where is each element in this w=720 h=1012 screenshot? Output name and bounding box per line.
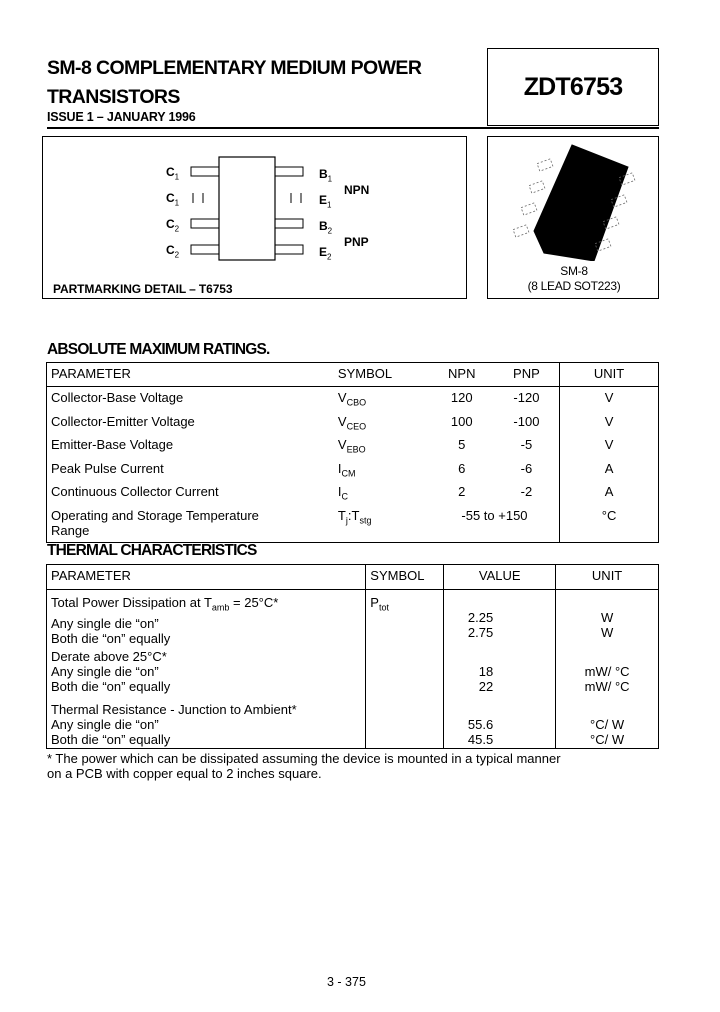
col-symbol: SYMBOL <box>366 565 444 590</box>
package-description: (8 LEAD SOT223) <box>527 279 621 293</box>
table-row <box>47 411 659 435</box>
pin-left-4: $C_2$ <box>166 243 180 260</box>
parameter-line: Any single die “on” <box>51 615 159 631</box>
unit-cell: A <box>560 458 659 482</box>
unit-cell: °C <box>560 505 659 543</box>
range-cell: -55 to +150 <box>461 507 528 523</box>
unit-cell: V <box>560 434 659 458</box>
table-header-row <box>47 363 659 387</box>
value-line: 55.6 <box>467 716 494 732</box>
title-line-2: TRANSISTORS <box>47 86 180 108</box>
value-line: 45.5 <box>467 731 494 747</box>
pin-left-1: $C_1$ <box>166 165 180 182</box>
part-number-box <box>487 48 659 126</box>
package-name: SM-8 <box>560 264 588 278</box>
parameter-title: Total Power Dissipation at $T_{amb} = 25^\circ C*$ <box>51 595 279 613</box>
value-line: 22 <box>478 678 494 694</box>
parameter-cell <box>47 646 366 699</box>
col-parameter: PARAMETER <box>47 565 366 590</box>
unit-cell <box>556 699 659 749</box>
symbol-cell: $P_{tot}$ <box>366 590 444 646</box>
unit-cell: V <box>560 411 659 435</box>
unit-line: °C/ W <box>590 731 625 747</box>
parameter-cell: Collector-Base Voltage <box>51 390 184 405</box>
npn-label: NPN <box>344 183 370 197</box>
parameter-cell <box>47 505 334 543</box>
parameter-line: Both die “on” equally <box>51 630 171 646</box>
unit-line: W <box>600 625 614 640</box>
symbol-cell: $I_{CM}$ <box>337 460 356 479</box>
col-value: VALUE <box>444 565 556 590</box>
unit-line: °C/ W <box>590 716 625 732</box>
pin-right-1: $B_1$ <box>319 167 333 184</box>
col-symbol: SYMBOL <box>334 363 430 387</box>
table-row <box>47 505 659 543</box>
header-divider <box>47 127 659 129</box>
table-row <box>47 590 659 646</box>
parameter-cell <box>47 590 366 646</box>
value-line: 2.75 <box>467 625 494 640</box>
abs-max-table <box>46 362 659 543</box>
part-number: ZDT6753 <box>523 72 623 101</box>
symbol-cell: $T_j:T_{stg}$ <box>337 507 372 526</box>
col-unit: UNIT <box>556 565 659 590</box>
pin-right-2: $E_1$ <box>319 193 332 210</box>
table-row <box>47 699 659 749</box>
symbol-cell <box>366 646 444 699</box>
pin-diagram-graphic <box>43 137 466 277</box>
table-row <box>47 458 659 482</box>
col-npn: NPN <box>430 363 494 387</box>
thermal-heading: THERMAL CHARACTERISTICS <box>47 542 257 559</box>
parameter-title: Derate above 25°C* <box>51 648 167 664</box>
unit-cell <box>556 646 659 699</box>
issue-date: ISSUE 1 – JANUARY 1996 <box>47 110 196 124</box>
unit-cell <box>556 590 659 646</box>
unit-line: mW/ °C <box>584 678 630 694</box>
value-line: 2.25 <box>467 610 494 625</box>
package-drawing <box>508 143 648 261</box>
parameter-cell: Collector-Emitter Voltage <box>51 413 195 429</box>
value-cell <box>444 590 556 646</box>
unit-line: W <box>600 610 614 625</box>
npn-cell: 6 <box>458 460 466 476</box>
col-unit: UNIT <box>560 363 659 387</box>
parameter-cell <box>47 699 366 749</box>
unit-cell: V <box>560 387 659 411</box>
value-cell <box>444 646 556 699</box>
npn-cell: 120 <box>450 390 473 405</box>
parameter-line: Operating and Storage Temperature <box>51 507 259 523</box>
npn-cell: 5 <box>458 437 466 453</box>
col-pnp: PNP <box>494 363 560 387</box>
package-box <box>487 136 659 299</box>
footnote-line: on a PCB with copper equal to 2 inches square. <box>47 766 322 781</box>
pin-diagram-box <box>42 136 467 299</box>
footnote <box>47 751 667 781</box>
table-row <box>47 387 659 411</box>
parameter-line: Any single die “on” <box>51 716 159 732</box>
pnp-cell: -5 <box>520 437 533 453</box>
title-line-1: SM-8 COMPLEMENTARY MEDIUM POWER <box>47 57 422 79</box>
table-header-row <box>47 565 659 590</box>
pnp-cell: -2 <box>520 484 533 500</box>
pin-right-4: $E_2$ <box>319 245 332 262</box>
unit-cell: A <box>560 481 659 505</box>
partmarking-detail: PARTMARKING DETAIL – T6753 <box>53 282 233 296</box>
symbol-cell: $V_{EBO}$ <box>337 437 366 455</box>
footnote-line: * The power which can be dissipated assuming the device is mounted in a typical manner <box>47 751 561 766</box>
value-cell <box>444 699 556 749</box>
page-number: 3 - 375 <box>327 975 366 989</box>
table-row <box>47 646 659 699</box>
unit-line: mW/ °C <box>584 663 630 679</box>
npn-cell: 2 <box>458 484 466 500</box>
table-row <box>47 481 659 505</box>
symbol-cell: $V_{CBO}$ <box>337 390 367 408</box>
symbol-cell <box>366 699 444 749</box>
parameter-line: Both die “on” equally <box>51 731 171 747</box>
abs-max-heading: ABSOLUTE MAXIMUM RATINGS. <box>47 341 270 358</box>
parameter-cell: Peak Pulse Current <box>51 460 164 476</box>
thermal-table <box>46 564 659 749</box>
parameter-cell: Emitter-Base Voltage <box>51 437 174 453</box>
parameter-title: Thermal Resistance - Junction to Ambient* <box>51 701 297 717</box>
parameter-line: Both die “on” equally <box>51 678 171 694</box>
pnp-cell: -100 <box>513 413 540 429</box>
pnp-cell: -120 <box>513 390 540 405</box>
pnp-label: PNP <box>344 235 369 249</box>
pnp-cell: -6 <box>520 460 533 476</box>
parameter-line: Range <box>51 522 90 538</box>
symbol-cell: $I_C$ <box>337 484 349 502</box>
col-parameter: PARAMETER <box>47 363 334 387</box>
parameter-line: Any single die “on” <box>51 663 159 679</box>
pin-left-3: $C_2$ <box>166 217 180 234</box>
table-row <box>47 434 659 458</box>
symbol-cell: $V_{CEO}$ <box>337 413 367 432</box>
pin-left-2: $C_1$ <box>166 191 180 208</box>
page-title <box>47 54 477 112</box>
npn-cell: 100 <box>450 413 473 429</box>
value-line: 18 <box>478 663 494 679</box>
parameter-cell: Continuous Collector Current <box>51 484 219 500</box>
pin-right-3: $B_2$ <box>319 219 333 236</box>
